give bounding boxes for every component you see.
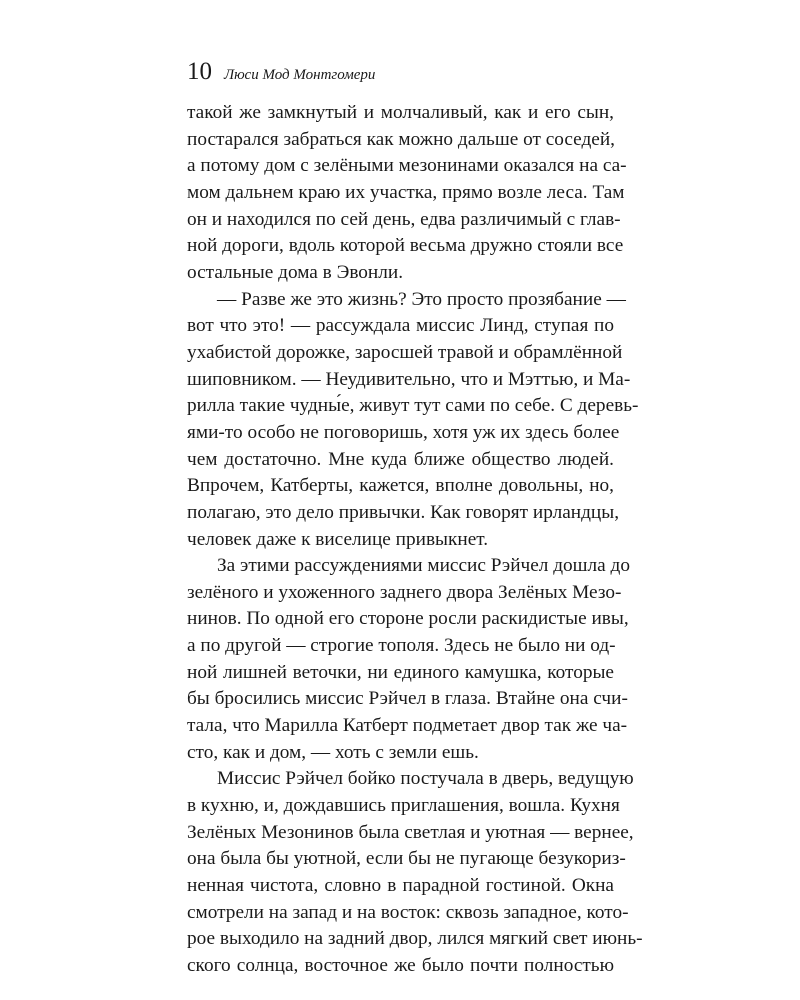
text-line: сто, как и дом, — хоть с земли ешь.: [187, 741, 479, 763]
text-line: такой же замкнутый и молчаливый, как и его сын,: [187, 102, 614, 123]
text-line: тала, что Марилла Катберт подметает двор так же ча-: [187, 715, 628, 737]
text-line: ухабистой дорожке, заросшей травой и обрамлённой: [187, 341, 623, 363]
page-number: 10: [187, 58, 212, 85]
text-line: вот что это! — рассуждала миссис Линд, ступая по: [187, 315, 614, 337]
text-line: Миссис Рэйчел бойко постучала в дверь, ведущую: [217, 768, 634, 790]
text-line: рилла такие чудны́е, живут тут сами по себе. С деревь-: [187, 395, 639, 417]
text-line: а потому дом с зелёными мезонинами оказался на са-: [187, 155, 627, 177]
running-header: [187, 58, 375, 88]
text-line: а по другой — строгие тополя. Здесь не было ни од-: [187, 635, 616, 657]
text-line: мом дальнем краю их участка, прямо возле леса. Там: [187, 181, 625, 203]
text-line: рое выходило на задний двор, лился мягкий свет июнь-: [187, 928, 643, 950]
text-line: чем достаточно. Мне куда ближе общество людей.: [187, 448, 614, 470]
text-line: ной дороги, вдоль которой весьма дружно стояли все: [187, 235, 624, 257]
text-line: — Разве же это жизнь? Это просто прозябание —: [217, 288, 626, 310]
text-line: она была бы уютной, если бы не пугающе безукориз-: [187, 848, 626, 870]
text-line: смотрели на запад и на восток: сквозь западное, кото-: [187, 901, 629, 923]
text-line: человек даже к виселице привыкнет.: [187, 528, 489, 550]
text-line: постарался забраться как можно дальше от соседей,: [187, 128, 615, 150]
text-line: Впрочем, Катберты, кажется, вполне довольны, но,: [187, 475, 614, 497]
text-line: ненная чистота, словно в парадной гостиной. Окна: [187, 875, 614, 897]
text-line: шиповником. — Неудивительно, что и Мэттью, и Ма-: [187, 368, 631, 390]
text-line: Зелёных Мезонинов была светлая и уютная — вернее,: [187, 821, 634, 843]
text-line: ского солнца, восточное же было почти полностью: [187, 955, 614, 976]
running-head-author: Люси Мод Монтгомери: [224, 67, 376, 83]
page-body-text: [187, 100, 643, 980]
text-line: нинов. По одной его стороне росли раскидистые ивы,: [187, 608, 629, 630]
text-line: ями-то особо не поговоришь, хотя уж их здесь более: [187, 421, 620, 443]
text-line: остальные дома в Эвонли.: [187, 261, 404, 283]
text-line: За этими рассуждениями миссис Рэйчел дошла до: [217, 555, 630, 577]
text-line: он и находился по сей день, едва различимый с глав-: [187, 208, 621, 230]
text-line: в кухню, и, дождавшись приглашения, вошла. Кухня: [187, 795, 620, 817]
text-line: полагаю, это дело привычки. Как говорят ирландцы,: [187, 501, 620, 523]
text-line: зелёного и ухоженного заднего двора Зелёных Мезо-: [187, 581, 622, 603]
text-line: ной лишней веточки, ни единого камушка, которые: [187, 661, 614, 683]
text-line: бы бросились миссис Рэйчел в глаза. Втайне она счи-: [187, 688, 628, 710]
